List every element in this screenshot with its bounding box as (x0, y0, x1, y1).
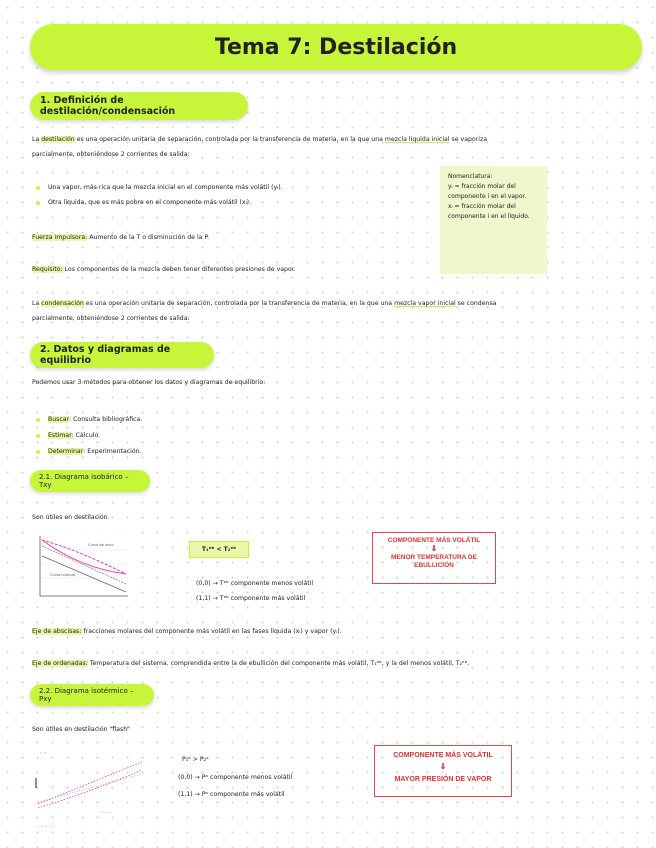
pxy-axis-mark: · · · (40, 750, 47, 755)
title-banner (30, 24, 642, 70)
method-buscar (48, 412, 348, 427)
txy-relation-text: T₁ᵉᵇ < T₂ᵉᵇ (201, 546, 237, 553)
intro-paragraph (32, 132, 632, 162)
subsection-2-2-heading (30, 684, 154, 706)
bullet-vapor: Una vapor, más rica que la mezcla inicial en el componente más volátil (yᵢ). (48, 184, 283, 191)
txy-diagram (28, 532, 133, 606)
eje-x-label: Eje de abscisas: (32, 628, 82, 635)
bullet-dot (36, 418, 40, 422)
method-label: Estimar (48, 432, 72, 439)
nomenclature-line: yᵢ = fracción molar del (448, 183, 516, 190)
txy-callout (372, 532, 496, 584)
diagram-background (28, 532, 133, 606)
term-destilacion: destilación (41, 136, 75, 143)
graph-label-dew: Curva de rocío (88, 543, 114, 547)
subsection-2-2-title: 2.2. Diagrama isotérmico – Pxy (39, 687, 134, 703)
eje-y-text: Temperatura del sistema, comprendida entre la de ebullición del componente más volátil, T₁ᵉᵇ, y la del menos volátil, T₂ᵉᵇ. (87, 660, 470, 667)
pxy-guide-line (38, 774, 142, 802)
cond-text-b: es una operación unitaria de separación, controlada por la transferencia de materia, en la que una (83, 300, 395, 307)
eje-ordenadas (32, 656, 652, 671)
pxy-x-ticks: · · · · · · · (38, 824, 55, 829)
down-arrow-icon: ⇓ (439, 762, 447, 771)
callout-top: COMPONENTE MÁS VOLÁTIL (387, 537, 481, 544)
fuerza-impulsora (32, 230, 432, 245)
method-estimar (48, 428, 348, 443)
callout-top: COMPONENTE MÁS VOLÁTIL (393, 752, 493, 759)
nomenclature-title: Nomenclatura: (448, 173, 493, 180)
method-label: Buscar (48, 416, 70, 423)
bullet-dot (36, 201, 40, 205)
requisito-text: Los componentes de la mezcla deben tener diferentes presiones de vapor. (62, 266, 296, 273)
pxy-curve-mark: ~~~~ (100, 811, 112, 815)
bullet-dot (36, 186, 40, 190)
eje-abscisas (32, 624, 632, 639)
bullet-dot (36, 434, 40, 438)
pxy-use: Son útiles en destilación "flash" (32, 726, 131, 733)
txy-point-0: (0,0) → Tᵉᵇ componente menos volátil (196, 580, 314, 587)
pxy-dew-curve (38, 770, 142, 808)
pxy-diagram (30, 744, 148, 832)
methods-intro: Podemos usar 3 métodos para obtener los datos y diagramas de equilibrio: (32, 379, 266, 386)
section-1-heading (30, 92, 248, 120)
fuerza-label: Fuerza impulsora: (32, 234, 88, 241)
callout-bottom: MAYOR PRESIÓN DE VAPOR (394, 776, 492, 783)
intro-line-2: parcialmente, obteniéndose 2 corrientes de salida: (32, 151, 190, 158)
pxy-point-1: (1,1) → Pᵒ componente más volátil (178, 791, 285, 798)
eje-y-label: Eje de ordenadas: (32, 660, 88, 667)
intro-text-b: es una operación unitaria de separación, controlada por la transferencia de materia, en la que una (74, 136, 385, 143)
page-title: Tema 7: Destilación (214, 34, 458, 60)
cond-text-a: La (32, 300, 42, 307)
method-text: : Experimentación. (83, 448, 142, 455)
nomenclature-line: xᵢ = fracción molar del (448, 203, 516, 210)
eje-x-text: fracciones molares del componente más volátil en las fases líquida (xᵢ) y vapor (yᵢ). (81, 628, 342, 635)
intro-text-a: La (32, 136, 42, 143)
bullet-liquida: Otra líquida, que es más pobre en el componente más volátil (xᵢ). (48, 199, 252, 206)
nomenclature-line: componente i en el vapor. (448, 193, 527, 200)
pxy-relation: P₁ᵒ > P₂ᵒ (182, 756, 209, 763)
condensacion-paragraph (32, 296, 632, 326)
callout-bottom: MENOR TEMPERATURA DE EBULLICIÓN (391, 554, 477, 569)
term-mezcla-vapor: mezcla vapor inicial (394, 300, 456, 307)
term-condensacion: condensación (41, 300, 84, 307)
down-arrow-icon: ⇓ (430, 544, 438, 553)
nomenclature-note (440, 166, 547, 274)
method-label: Determinar (48, 448, 84, 455)
graph-label-bubble: Curva burbuja (50, 573, 75, 577)
term-mezcla-liquida: mezcla líquida inicial (384, 136, 450, 143)
section-2-title: 2. Datos y diagramas de equilibrio (40, 344, 171, 366)
fuerza-text: Aumento de la T o disminución de la P. (87, 234, 210, 241)
method-text: : Consulta bibliográfica. (69, 416, 143, 423)
txy-point-1: (1,1) → Tᵉᵇ componente más volátil (196, 595, 306, 602)
method-determinar (48, 444, 348, 459)
subsection-2-1-heading (30, 470, 150, 492)
requisito-label: Requisito: (32, 266, 63, 273)
pxy-point-0: (0,0) → Pᵒ componente menos volátil (178, 774, 293, 781)
cond-text-c: se condensa (455, 300, 497, 307)
bullet-dot (36, 450, 40, 454)
requisito (32, 262, 432, 277)
nomenclature-line: componente i en el líquido. (448, 213, 530, 220)
section-2-heading (30, 342, 214, 368)
pxy-bubble-line (38, 762, 142, 804)
cond-line-2: parcialmente, obteniéndose 2 corrientes de salida: (32, 315, 190, 322)
pxy-callout (374, 745, 512, 797)
txy-relation (189, 541, 249, 558)
subsection-2-1-title: 2.1. Diagrama isobárico – Txy (39, 473, 129, 489)
method-text: : Cálculo. (71, 432, 101, 439)
intro-text-c: se vaporiza (449, 136, 488, 143)
section-1-title: 1. Definición de destilación/condensación (40, 95, 176, 117)
txy-use: Son útiles en destilación. (32, 514, 110, 521)
